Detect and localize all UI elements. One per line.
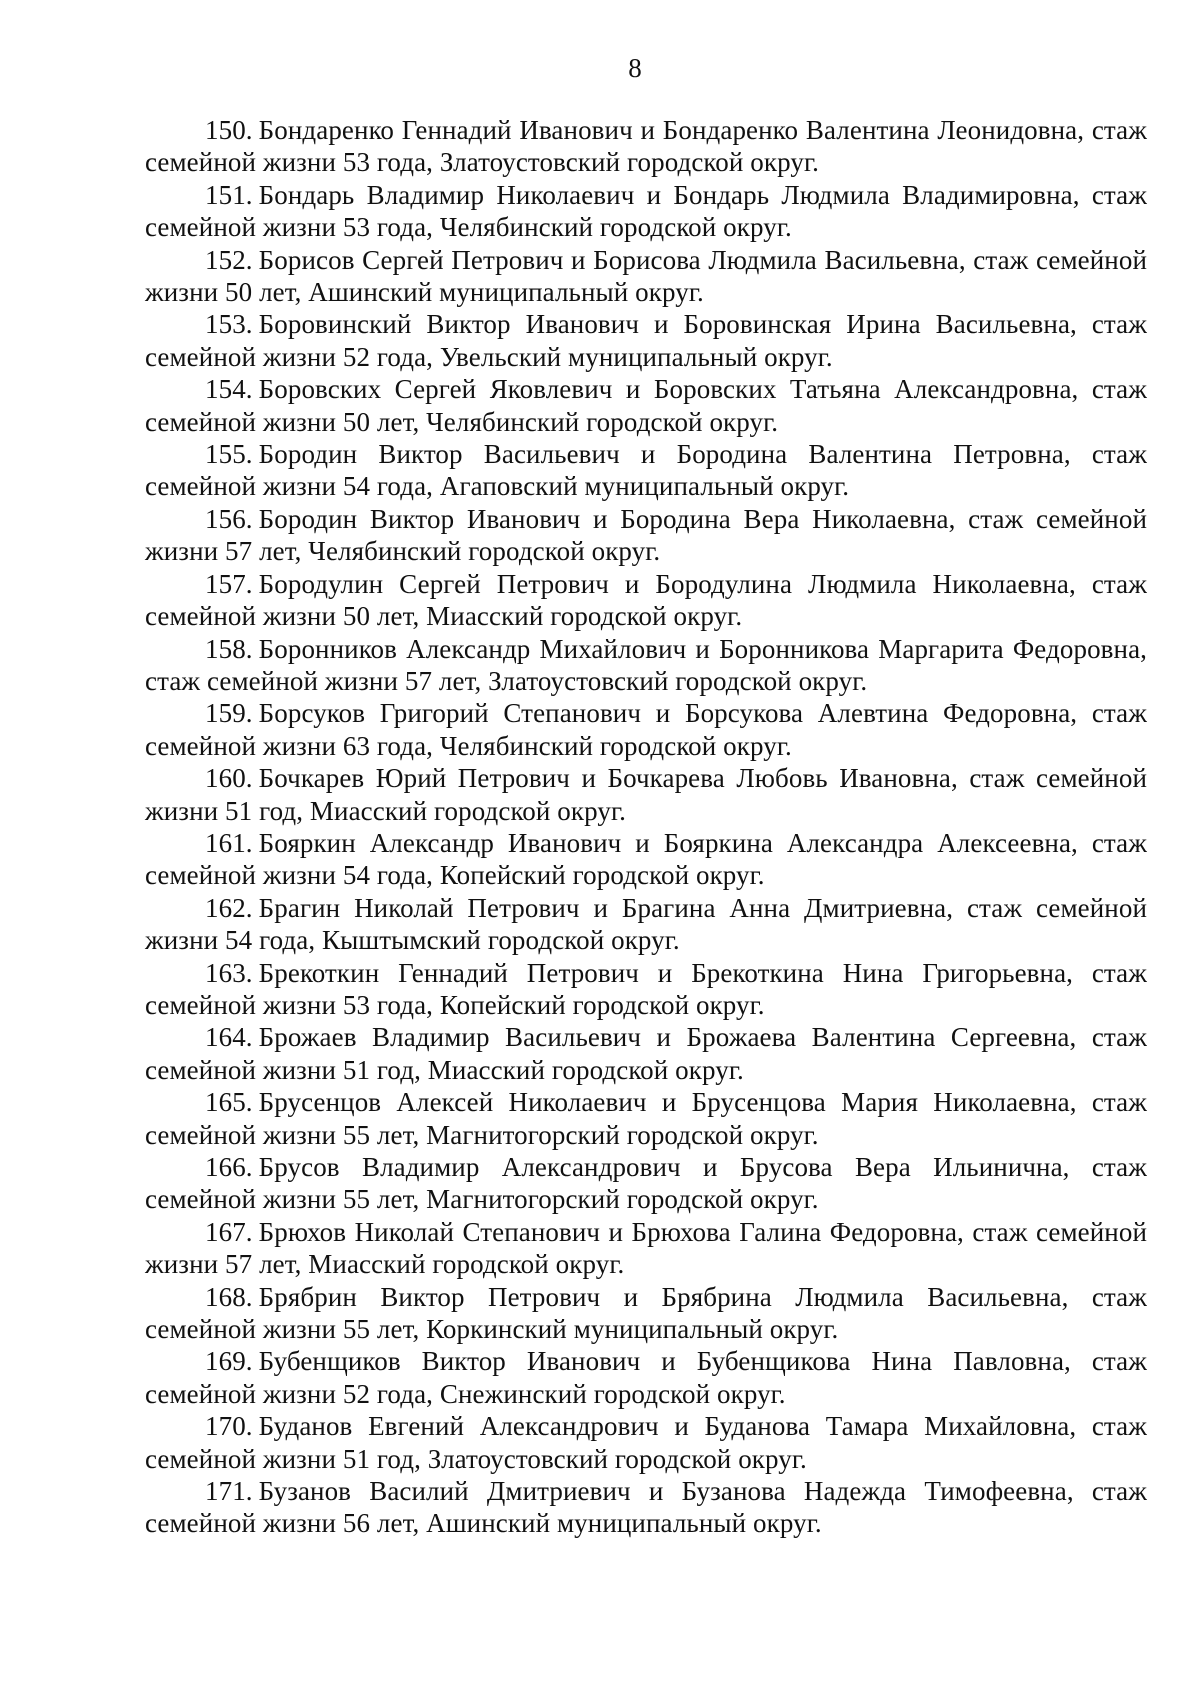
entry-text: Борсуков Григорий Степанович и Борсукова Алевтина Федоровна, стаж семейной жизни 63 года, Челябинский городской округ. [145, 698, 1147, 761]
list-item [145, 1345, 1147, 1410]
list-item [145, 697, 1147, 762]
entry-number: 157. [205, 568, 253, 599]
list-item [145, 1086, 1147, 1151]
list-item [145, 1281, 1147, 1346]
entry-number: 158. [205, 633, 253, 664]
entry-number: 156. [205, 503, 253, 534]
entry-number: 155. [205, 439, 253, 470]
entry-number: 154. [205, 374, 253, 405]
entry-text: Бондарь Владимир Николаевич и Бондарь Людмила Владимировна, стаж семейной жизни 53 года, Челябинский городской округ. [145, 179, 1147, 243]
list-item [145, 827, 1147, 892]
entry-number: 165. [205, 1087, 253, 1118]
list-item [145, 1475, 1147, 1540]
entry-number: 152. [205, 244, 253, 275]
entry-number: 151. [205, 179, 253, 210]
entry-text: Буданов Евгений Александрович и Буданова Тамара Михайловна, стаж семейной жизни 51 год, Златоустовский городской округ. [145, 1411, 1147, 1474]
list-item [145, 244, 1147, 309]
entry-number: 168. [205, 1281, 253, 1312]
entry-text: Бубенщиков Виктор Иванович и Бубенщикова Нина Павловна, стаж семейной жизни 52 года, Снежинский городской округ. [145, 1346, 1147, 1409]
list-item [145, 1410, 1147, 1475]
entry-text: Брожаев Владимир Васильевич и Брожаева Валентина Сергеевна, стаж семейной жизни 51 год, Миасский городской округ. [145, 1022, 1147, 1085]
entry-number: 167. [205, 1216, 253, 1247]
list-item [145, 373, 1147, 438]
entry-text: Боровинский Виктор Иванович и Боровинская Ирина Васильевна, стаж семейной жизни 52 года, Увельский муниципальный округ. [145, 309, 1147, 372]
entry-text: Брекоткин Геннадий Петрович и Брекоткина Нина Григорьевна, стаж семейной жизни 53 года, Копейский городской округ. [145, 957, 1147, 1020]
entry-text: Брагин Николай Петрович и Брагина Анна Дмитриевна, стаж семейной жизни 54 года, Кыштымский городской округ. [145, 892, 1147, 956]
entry-text: Брябрин Виктор Петрович и Брябрина Людмила Васильевна, стаж семейной жизни 55 лет, Коркинский муниципальный округ. [145, 1281, 1147, 1345]
entry-text: Брусов Владимир Александрович и Брусова Вера Ильинична, стаж семейной жизни 55 лет, Магнитогорский городской округ. [145, 1152, 1147, 1215]
list-item [145, 1151, 1147, 1216]
entry-text: Бузанов Василий Дмитриевич и Бузанова Надежда Тимофеевна, стаж семейной жизни 56 лет, Ашинский муниципальный округ. [145, 1476, 1147, 1539]
entry-number: 160. [205, 763, 253, 794]
entry-number: 162. [205, 892, 253, 923]
entry-text: Бояркин Александр Иванович и Бояркина Александра Алексеевна, стаж семейной жизни 54 года, Копейский городской округ. [145, 827, 1147, 891]
entry-number: 163. [205, 957, 253, 988]
list-item [145, 892, 1147, 957]
entry-text: Боровских Сергей Яковлевич и Боровских Татьяна Александровна, стаж семейной жизни 50 лет, Челябинский городской округ. [145, 374, 1147, 437]
list-item [145, 179, 1147, 244]
list-item [145, 308, 1147, 373]
entry-text: Бочкарев Юрий Петрович и Бочкарева Любовь Ивановна, стаж семейной жизни 51 год, Миасский городской округ. [145, 763, 1147, 826]
entry-number: 170. [205, 1411, 253, 1442]
entry-text: Бородулин Сергей Петрович и Бородулина Людмила Николаевна, стаж семейной жизни 50 лет, Миасский городской округ. [145, 568, 1147, 632]
entry-number: 169. [205, 1346, 253, 1377]
entry-number: 150. [205, 115, 253, 145]
list-item [145, 503, 1147, 568]
list-item [145, 568, 1147, 633]
entry-number: 164. [205, 1022, 253, 1053]
entry-number: 153. [205, 309, 253, 340]
entry-text: Бородин Виктор Васильевич и Бородина Валентина Петровна, стаж семейной жизни 54 года, Агаповский муниципальный округ. [145, 439, 1147, 502]
list-item [145, 114, 1147, 179]
list-item [145, 1216, 1147, 1281]
entry-number: 166. [205, 1152, 253, 1182]
entry-text: Бондаренко Геннадий Иванович и Бондаренко Валентина Леонидовна, стаж семейной жизни 53 года, Златоустовский городской округ. [145, 115, 1147, 178]
list-item [145, 633, 1147, 698]
list-item [145, 1021, 1147, 1086]
entry-text: Брусенцов Алексей Николаевич и Брусенцова Мария Николаевна, стаж семейной жизни 55 лет, Магнитогорский городской округ. [145, 1087, 1147, 1150]
list-item [145, 762, 1147, 827]
entry-number: 161. [205, 827, 253, 858]
page-number: 8 [628, 53, 642, 83]
entry-list [145, 114, 1147, 1540]
entry-text: Борисов Сергей Петрович и Борисова Людмила Васильевна, стаж семейной жизни 50 лет, Ашинский муниципальный округ. [145, 244, 1147, 308]
entry-number: 171. [205, 1476, 253, 1507]
entry-text: Боронников Александр Михайлович и Боронникова Маргарита Федоровна, стаж семейной жизни 57 лет, Златоустовский городской округ. [145, 633, 1147, 696]
list-item [145, 957, 1147, 1022]
entry-number: 159. [205, 698, 253, 729]
entry-text: Брюхов Николай Степанович и Брюхова Галина Федоровна, стаж семейной жизни 57 лет, Миасский городской округ. [145, 1216, 1147, 1280]
entry-text: Бородин Виктор Иванович и Бородина Вера Николаевна, стаж семейной жизни 57 лет, Челябинский городской округ. [145, 503, 1147, 567]
list-item [145, 438, 1147, 503]
